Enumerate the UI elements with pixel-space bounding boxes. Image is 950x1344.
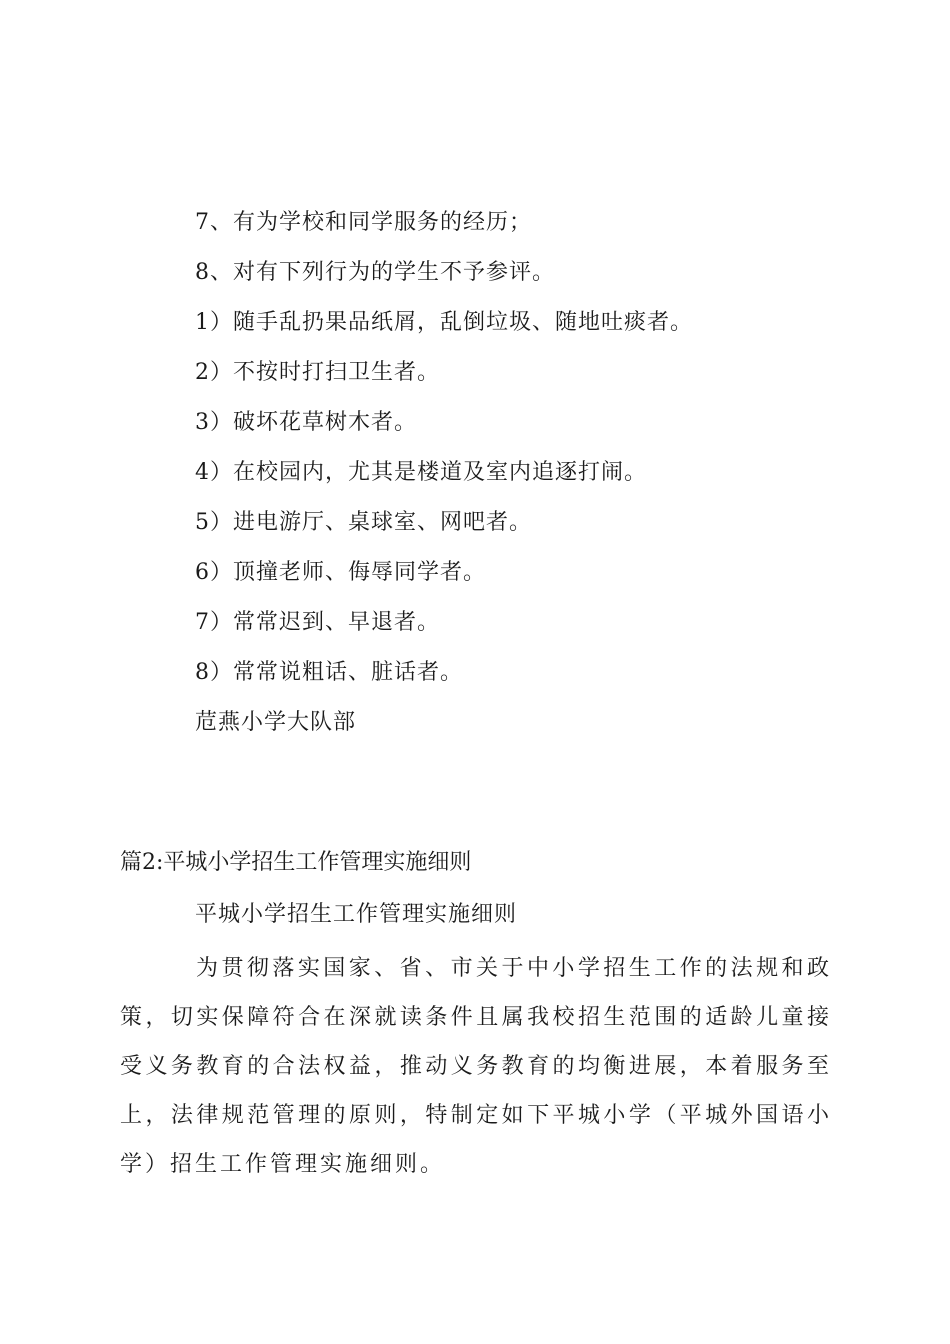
criteria-item: 2）不按时打扫卫生者。 [195, 360, 440, 385]
criteria-item: 7）常常迟到、早退者。 [195, 610, 440, 635]
criteria-list [195, 198, 835, 748]
body-paragraph: 为贯彻落实国家、省、市关于中小学招生工作的法规和政策，切实保障符合在深就读条件且属我校招生范围的适龄儿童接受义务教育的合法权益，推动义务教育的均衡进展，本着服务至上，法律规范管理的原则，特制定如下平城小学（平城外国语小学）招生工作管理实施细则。 [120, 956, 832, 1177]
criteria-item: 1）随手乱扔果品纸屑，乱倒垃圾、随地吐痰者。 [195, 310, 693, 335]
criteria-item: 8、对有下列行为的学生不予参评。 [195, 260, 555, 285]
document-title: 平城小学招生工作管理实施细则 [195, 902, 518, 927]
criteria-item: 5）进电游厅、桌球室、网吧者。 [195, 510, 532, 535]
signature-line: 苊燕小学大队部 [195, 710, 357, 735]
criteria-item: 6）顶撞老师、侮辱同学者。 [195, 560, 486, 585]
criteria-item: 7、有为学校和同学服务的经历； [195, 210, 532, 235]
criteria-item: 4）在校园内，尤其是楼道及室内追逐打闹。 [195, 460, 647, 485]
section-heading: 篇2:平城小学招生工作管理实施细则 [120, 850, 472, 875]
criteria-item: 3）破坏花草树木者。 [195, 410, 417, 435]
criteria-item: 8）常常说粗话、脏话者。 [195, 660, 463, 685]
